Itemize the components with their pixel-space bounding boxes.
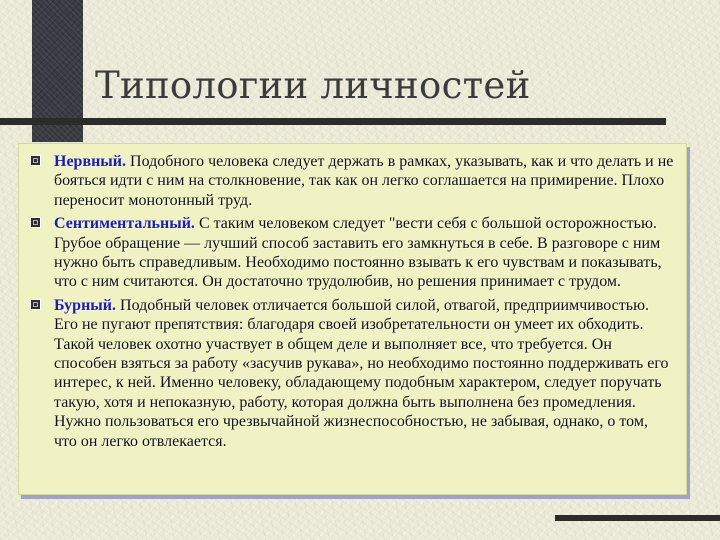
item-term: Бурный.: [54, 296, 117, 314]
content-box: [18, 143, 687, 495]
item-text: [54, 296, 674, 451]
title-divider: [0, 118, 666, 125]
item-term: Нервный.: [54, 153, 127, 170]
slide-title: Типологии личностей: [95, 64, 531, 107]
item-term: Сентиментальный.: [54, 215, 195, 233]
item-description: Подобного человека следует держать в рамках, указывать, как и что делать и не бояться идти с ним на столкновение, так как он легко соглашается на примирение. Плохо переносит монотонный труд.: [54, 153, 674, 209]
list-item-sentimental: [30, 214, 674, 292]
item-description: Подобный человек отличается большой силой, отвагой, предприимчивостью. Его не пугают препятствия: благодаря своей изобретательности он умеет их обходить. Такой человек охотно участвует в общем деле и выполняет все, что требуется. Он способен взяться за работу «засучив рукава», но необходимо постоянно поддерживать его интерес, к ней. Именно человеку, обладающему подобным характером, следует поручать такую, хотя и непоказную, работу, которая должна быть выполнена без промедления. Нужно пользоваться его чрезвычайной жизнеспособностью, не забывая, однако, о том, что он легко отвлекается.: [54, 296, 669, 450]
bottom-divider: [555, 515, 720, 521]
item-description: С таким человеком следует "вести себя с большой осторожностью. Грубое обращение — лучший способ заставить его замкнуться в себе. В разговоре с ним нужно быть справедливым. Необходимо постоянно взывать к его чувствам и показывать, что с ним считаются. Он достаточно трудолюбив, но решения принимает с трудом.: [54, 215, 662, 291]
list-item-nervous: [30, 152, 674, 210]
item-text: [54, 152, 674, 210]
list-item-stormy: [30, 296, 674, 451]
square-bullet-icon: [30, 296, 54, 316]
square-bullet-icon: [30, 152, 54, 172]
item-text: [54, 214, 674, 292]
square-bullet-icon: [30, 214, 54, 234]
